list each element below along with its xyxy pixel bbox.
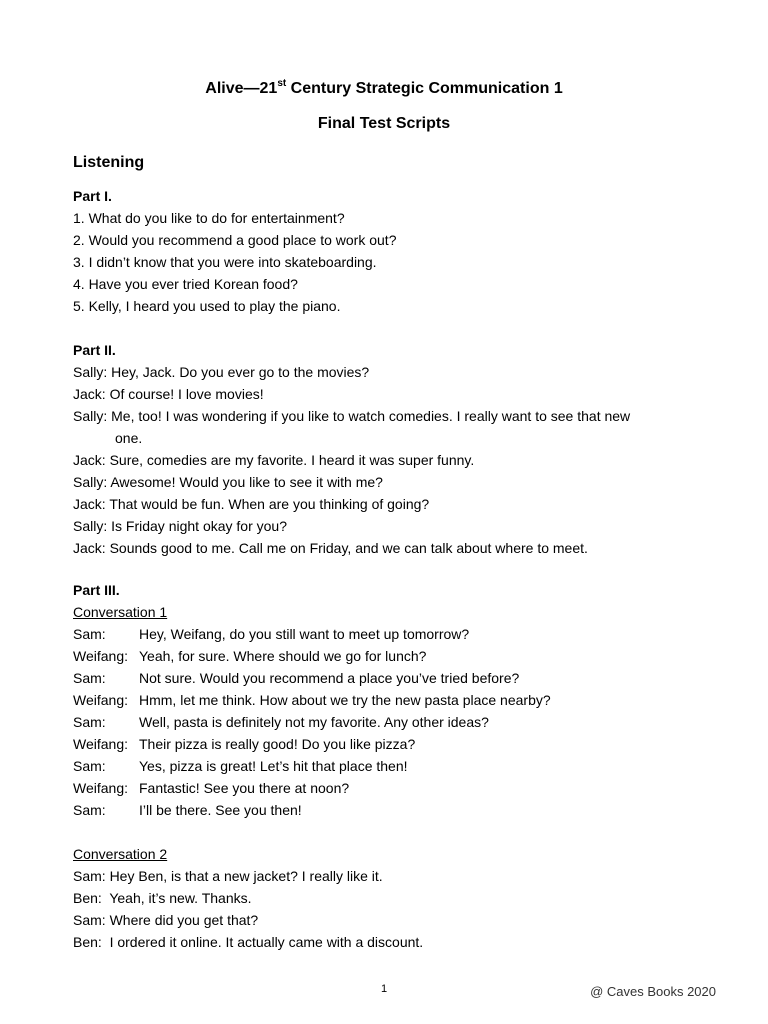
conversation-2-heading: Conversation 2 bbox=[73, 846, 168, 862]
conversation-1-heading: Conversation 1 bbox=[73, 604, 168, 620]
conversation-line bbox=[73, 733, 713, 755]
part-1-item: 3. I didn’t know that you were into skateboarding. bbox=[73, 254, 377, 270]
dialogue-line: Jack: That would be fun. When are you thinking of going? bbox=[73, 496, 430, 512]
dialogue-line: Jack: Of course! I love movies! bbox=[73, 386, 264, 402]
section-heading-listening: Listening bbox=[73, 154, 145, 171]
copyright-notice: @ Caves Books 2020 bbox=[590, 984, 716, 999]
part-2-heading: Part II. bbox=[73, 342, 116, 358]
conversation-line: Ben: Yeah, it’s new. Thanks. bbox=[73, 890, 252, 906]
conversation-line bbox=[73, 645, 713, 667]
conversation-line: Sam: Hey Ben, is that a new jacket? I really like it. bbox=[73, 868, 383, 884]
dialogue-line: Sally: Awesome! Would you like to see it with me? bbox=[73, 474, 383, 490]
conversation-line bbox=[73, 711, 713, 733]
conversation-line bbox=[73, 689, 713, 711]
conversation-line bbox=[73, 667, 713, 689]
speaker-text: Hmm, let me think. How about we try the new pasta place nearby? bbox=[139, 692, 551, 708]
speaker-text: Not sure. Would you recommend a place you’ve tried before? bbox=[139, 670, 520, 686]
speaker-text: Hey, Weifang, do you still want to meet up tomorrow? bbox=[139, 626, 470, 642]
part-1-item: 4. Have you ever tried Korean food? bbox=[73, 276, 298, 292]
dialogue-line: Sally: Is Friday night okay for you? bbox=[73, 518, 287, 534]
speaker-name: Sam: bbox=[73, 714, 106, 730]
dialogue-line: Sally: Me, too! I was wondering if you like to watch comedies. I really want to see that new bbox=[73, 408, 631, 424]
part-2-block bbox=[73, 339, 713, 559]
conversation-line: Ben: I ordered it online. It actually came with a discount. bbox=[73, 934, 424, 950]
page-number: 1 bbox=[380, 983, 388, 995]
part-3-block bbox=[73, 579, 713, 953]
conversation-line bbox=[73, 755, 713, 777]
speaker-text: I’ll be there. See you then! bbox=[139, 802, 302, 818]
speaker-name: Sam: bbox=[73, 758, 106, 774]
speaker-text: Fantastic! See you there at noon? bbox=[139, 780, 350, 796]
speaker-name: Sam: bbox=[73, 670, 106, 686]
conversation-line bbox=[73, 623, 713, 645]
title-superscript: st bbox=[277, 78, 287, 89]
speaker-text: Yes, pizza is great! Let’s hit that place then! bbox=[139, 758, 408, 774]
speaker-text: Their pizza is really good! Do you like pizza? bbox=[139, 736, 416, 752]
dialogue-line-continuation: one. bbox=[115, 430, 143, 446]
speaker-text: Well, pasta is definitely not my favorite. Any other ideas? bbox=[139, 714, 489, 730]
part-1-block bbox=[73, 185, 713, 317]
dialogue-line: Sally: Hey, Jack. Do you ever go to the movies? bbox=[73, 364, 370, 380]
speaker-name: Sam: bbox=[73, 802, 106, 818]
spacer bbox=[73, 821, 713, 843]
conversation-line bbox=[73, 799, 713, 821]
dialogue-line: Jack: Sounds good to me. Call me on Friday, and we can talk about where to meet. bbox=[73, 540, 588, 556]
speaker-name: Weifang: bbox=[73, 692, 128, 708]
conversation-line: Sam: Where did you get that? bbox=[73, 912, 259, 928]
speaker-name: Sam: bbox=[73, 626, 106, 642]
part-1-heading: Part I. bbox=[73, 188, 112, 204]
document-subtitle: Final Test Scripts bbox=[317, 115, 451, 132]
part-1-item: 2. Would you recommend a good place to work out? bbox=[73, 232, 397, 248]
part-1-item: 5. Kelly, I heard you used to play the piano. bbox=[73, 298, 341, 314]
speaker-name: Weifang: bbox=[73, 780, 128, 796]
document-title bbox=[0, 78, 768, 100]
part-3-heading: Part III. bbox=[73, 582, 120, 598]
title-suffix: Century Strategic Communication 1 bbox=[286, 80, 563, 97]
dialogue-line: Jack: Sure, comedies are my favorite. I heard it was super funny. bbox=[73, 452, 475, 468]
speaker-text: Yeah, for sure. Where should we go for lunch? bbox=[139, 648, 427, 664]
conversation-line bbox=[73, 777, 713, 799]
part-1-item: 1. What do you like to do for entertainment? bbox=[73, 210, 345, 226]
speaker-name: Weifang: bbox=[73, 648, 128, 664]
speaker-name: Weifang: bbox=[73, 736, 128, 752]
title-prefix: Alive—21 bbox=[205, 80, 278, 97]
